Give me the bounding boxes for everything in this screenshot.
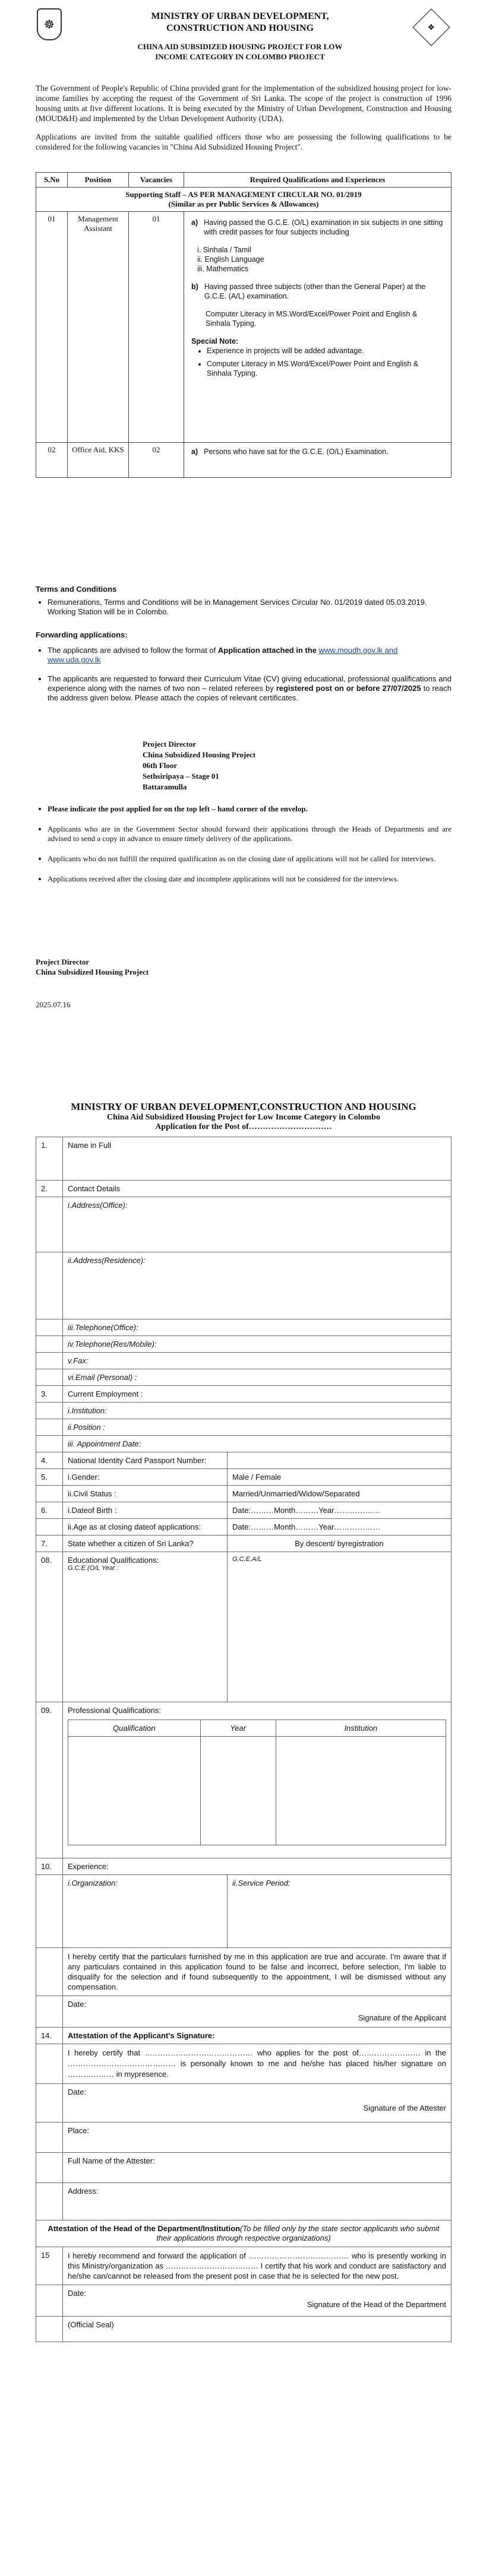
- form-title: MINISTRY OF URBAN DEVELOPMENT,CONSTRUCTION AND HOUSING China Aid Subsidized Housing Project for Low Income Category in Colombo Application for the Post of…………………………: [71, 1101, 416, 1131]
- project-title: CHINA AID SUBSIDIZED HOUSING PROJECT FOR LOW INCOME CATEGORY IN COLOMBO PROJECT: [137, 42, 343, 61]
- col-position: Position: [68, 173, 129, 188]
- website-links[interactable]: www.moudh.gov.lk and www.uda.gov.lk: [48, 646, 398, 664]
- terms-heading: Terms and Conditions: [36, 585, 117, 594]
- sri-lanka-emblem-icon: ☸: [37, 8, 62, 40]
- col-sno: S.No: [36, 173, 68, 188]
- terms-section: Terms and Conditions • Remunerations, Terms and Conditions will be in Management Services Circular No. 01/2019 dated 05.03.2019. Working Station will be in Colombo.: [36, 585, 451, 620]
- intro: [36, 83, 451, 152]
- application-form: 1. Name in Full 2. Contact Details i.Address(Office): ii.Address(Residence): iii.Telephone(Office): iv.Telephone(Res/Mobile): v.Fax: vi.Email (Personal) : 3. Current Employment : i.Institution: ii.Position : iii. Appointment Date: 4. National Identity Card Passport Number: 5. i.Gender: Male / Female ii.Civil Status : Married/Unmarried/Widow/Separated 6. i.Dateof Birth : Date:………Month………Year……………… ii.Age as at closing dateof applications: Date:………Month………Year……………… 7. State whether a citizen of Sri Lanka? By descent/ byregistration 08. Educational Qualifications: G.C.E.(O/L Year : G.C.E.A/L 09. Professional Qualifications: Qualification Year Institution 10. Experience: i.Organization: ii.Service Period: I hereby certify that the particulars furnished by me in this application are true and accurate. I'm aware that if any particulars contained in this application found to be false and incorrect, before selection, I'm liable to disqualify for the selection and if found subsequently to the appointment, I will be dismissed without any compensation. Date: Signature of the Applicant 14. Attestation of the Applicant's Signature: I hereby certify that …………………………………… who applies for the post of…………………… in the …………………………………… is personally known to me and he/she has placed his/her signature on ……………… in mypresence. Date: Signature of the Attester Place: Full Name of the Attester: Address: Attestation of the Head of the Department/Institution(To be filled only by the state sector applicants who submit their applications through respective organizations) 15 I hereby recommend and forward the application of ………………………………… who is presently working in this Ministry/organization as ……………………………… I certify that his work and conduct are satisfactory and he/she can/cannot be released from the present post in case that he is selected for the new post. Date: Signature of the Head of the Department (Official Seal): [36, 1137, 451, 2342]
- notice-date: 2025.07.16: [36, 1000, 71, 1009]
- col-qualifications: Required Qualifications and Experiences: [184, 173, 451, 188]
- notes-section: • Please indicate the post applied for on the top left – hand corner of the envelop. • Applicants who are in the Government Sector should forward their applications through the Heads of Departments and are advised to send a copy in advance to ensure timely delivery of the applications. • Applicants who do not fulfill the required qualification as on the closing date of applications will not be called for interviews. • Applications received after the closing date and incomplete applications will not be considered for the interviews.: [36, 804, 451, 887]
- signoff: Project Director China Subsidized Housing Project 2025.07.16: [36, 957, 451, 1010]
- vacancy-table-wrapper: [36, 172, 451, 478]
- intro-para-2: Applications are invited from the suitable qualified officers those who are possessing the following qualifications to be considered for the following vacancies in "China Aid Subsidized Housing Project".: [36, 132, 451, 151]
- table-row: 02 Office Aid, KKS 02 a) Persons who have sat for the G.C.E. (O/L) Examination.: [36, 443, 451, 478]
- vacancy-table: [36, 172, 451, 478]
- postal-address: Project Director China Subsidized Housing Project 06th Floor Sethsiripaya – Stage 01 Battaramulla: [143, 740, 256, 791]
- forwarding-heading: Forwarding applications:: [36, 630, 128, 639]
- ministry-title: MINISTRY OF URBAN DEVELOPMENT, CONSTRUCTION AND HOUSING: [151, 11, 329, 33]
- intro-para-1: The Government of People's Republic of China provided grant for the implementation of the subsidized housing project for low- income families by accepting the request of the Government of Sri Lanka. The scope of the project is construction of 1996 housing units at five different locations. It is being executed by the Ministry of Urban Development, Construction and Housing (MOUD&H) and implemented by the Urban Development Authority (UDA).: [36, 84, 451, 123]
- section-heading: Supporting Staff – AS PER MANAGEMENT CIRCULAR NO. 01/2019 (Similar as per Public Services & Allowances): [36, 188, 451, 212]
- col-vacancies: Vacancies: [129, 173, 184, 188]
- project-logo-icon: ❖: [412, 8, 450, 46]
- table-row: 01 Management Assistant 01 a) Having passed the G.C.E. (O/L) examination in six subjects in one sitting with credit passes for four subjects including i. Sinhala / Tamil ii. English Language iii. Mathematics b) Having passed three subjects (other than the General Paper) at the G.C.E. (A/L) examination. Computer Literacy in MS.Word/Excel/Power Point and English & Sinhala Typing. Special Note: • Experience in projects will be added advantage. • Computer Literacy in MS.Word/Excel/Power Point and English & Sinhala Typing.: [36, 212, 451, 443]
- forwarding-section: Forwarding applications: • The applicants are advised to follow the format of Application attached in the www.moudh.gov.lk and www.uda.gov.lk • The applicants are requested to forward their Curriculum Vitae (CV) giving educational, professional qualifications and experience along with the names of two non – related referees by registered post on or before 27/07/2025 to reach the address given below. Please attach the copies of relevant certificates.: [36, 630, 451, 706]
